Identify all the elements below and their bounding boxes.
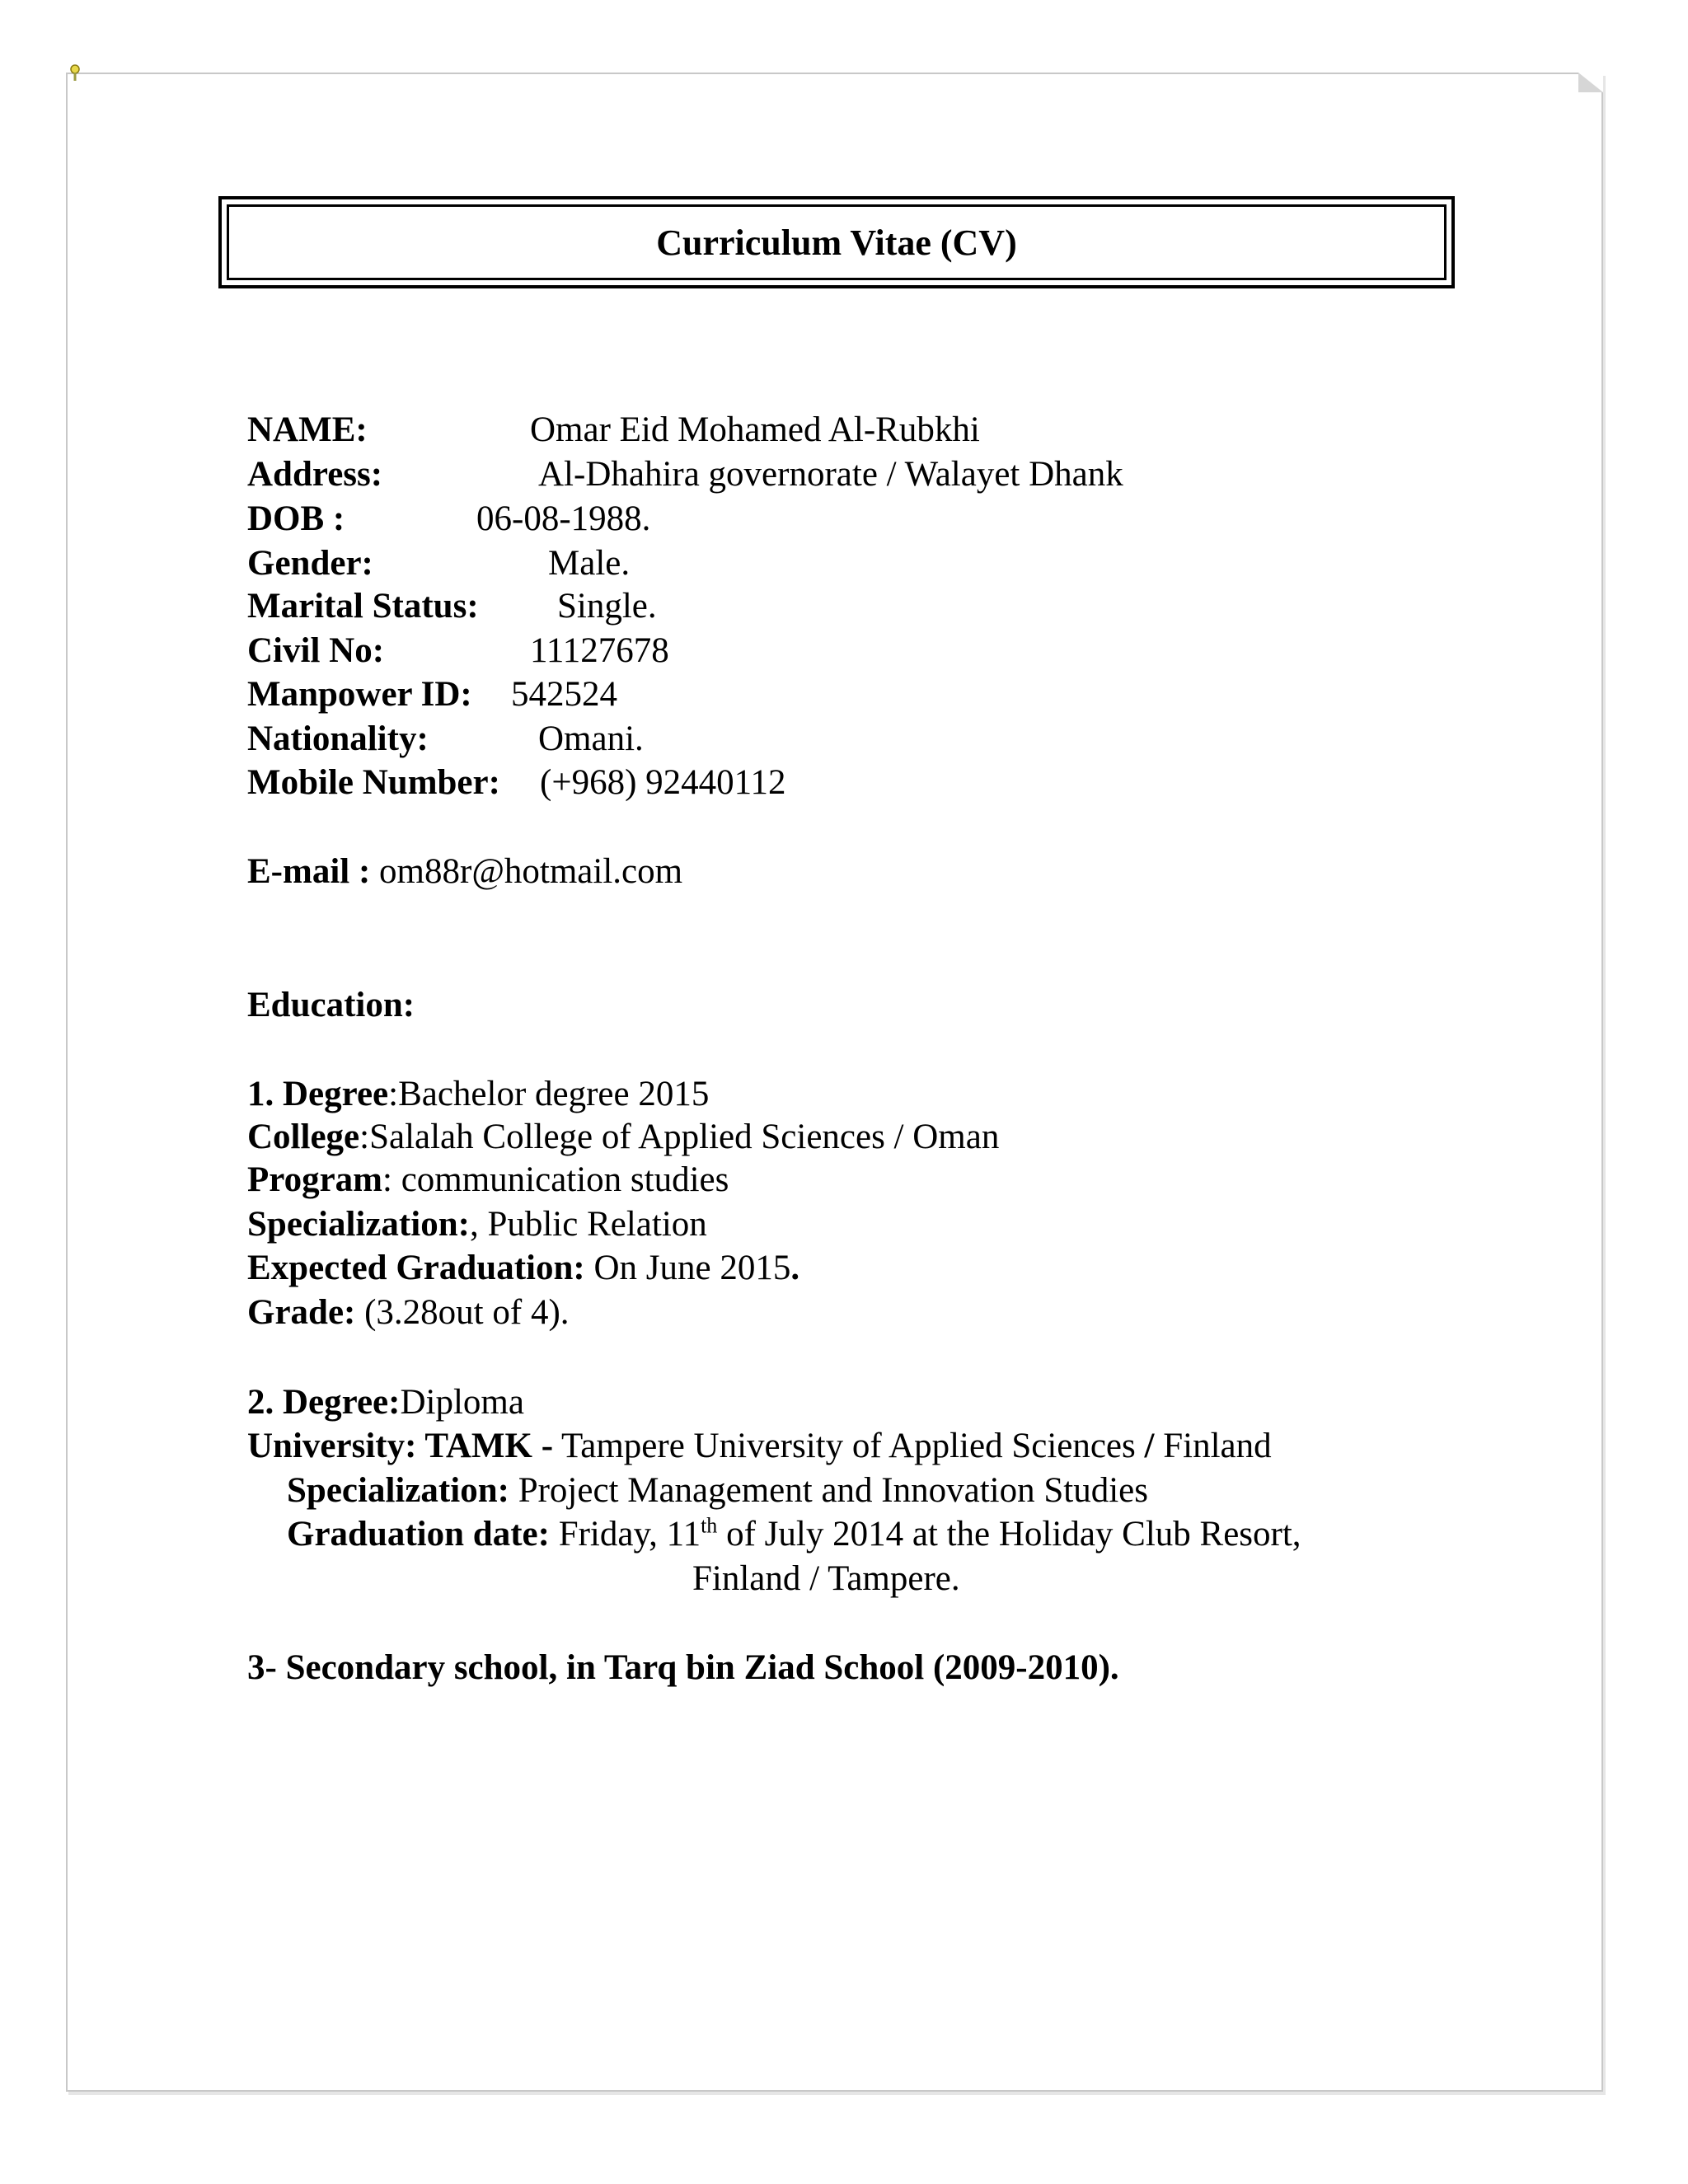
university-value: Tampere University of Applied Sciences [561,1427,1136,1465]
address-row [247,455,1123,494]
degree1-value: Bachelor degree 2015 [398,1075,710,1113]
expected-graduation-value: On June 2015 [593,1249,791,1287]
email-label: E-mail : [247,852,371,891]
dob-value: 06-08-1988. [476,499,651,538]
dob-row [247,499,651,538]
graduation-date-line2 [692,1561,960,1596]
pin-icon [69,64,81,82]
specialization1-label: Specialization: [247,1205,470,1244]
specialization1-value: , Public Relation [469,1205,707,1244]
degree2-label: 2. Degree: [247,1383,401,1422]
university-label: University: TAMK - [247,1427,554,1465]
name-value: Omar Eid Mohamed Al-Rubkhi [530,410,980,449]
dob-label: DOB : [247,499,345,538]
education-heading [247,987,415,1023]
program-value: communication studies [401,1160,729,1199]
graduation-date-ordinal: th [701,1513,718,1538]
college-row: College:Salalah College of Applied Sciences / Oman [247,1118,1000,1156]
nationality-label: Nationality: [247,719,429,758]
grade-row [247,1295,570,1330]
specialization2-label: Specialization: [287,1471,509,1510]
mobile-label: Mobile Number: [247,763,500,802]
university-row [247,1428,1272,1464]
program-label: Program [247,1160,382,1199]
nationality-row [247,719,644,758]
expected-graduation-row [247,1250,799,1286]
manpower-label: Manpower ID: [247,675,472,714]
expected-graduation-period: . [790,1249,800,1287]
page-title: Curriculum Vitae (CV) [227,204,1447,280]
name-label: NAME: [247,410,368,449]
graduation-date-place: Finland / Tampere. [692,1559,960,1598]
education-heading-text: Education: [247,986,415,1024]
nationality-value: Omani. [538,719,644,758]
college-label: College [247,1118,360,1156]
graduation-date-value-pre: Friday, 11 [558,1515,701,1554]
marital-row [247,587,657,626]
page-corner-fold [1578,73,1603,92]
degree3-row [247,1650,1119,1685]
specialization2-value: Project Management and Innovation Studies [518,1471,1148,1510]
university-slash: / [1144,1427,1155,1465]
specialization2-row [287,1473,1148,1508]
gender-value: Male. [548,544,631,583]
graduation-date-value-post: of July 2014 at the Holiday Club Resort, [726,1515,1301,1554]
degree2-value: Diploma [400,1383,524,1422]
gender-label: Gender: [247,544,373,583]
civil-row [247,631,669,670]
program-row: Program: communication studies [247,1160,729,1199]
manpower-row [247,675,617,714]
mobile-value: (+968) 92440112 [540,763,786,802]
civil-value: 11127678 [530,631,669,670]
graduation-date-row [287,1513,1301,1554]
marital-label: Marital Status: [247,587,479,626]
college-value: Salalah College of Applied Sciences / Oman [369,1118,1000,1156]
degree1-label: 1. Degree [247,1075,389,1113]
expected-graduation-label: Expected Graduation: [247,1249,585,1287]
grade-value: (3.28out of 4). [364,1293,570,1332]
degree2-row [247,1385,524,1420]
grade-label: Grade: [247,1293,356,1332]
address-value: Al-Dhahira governorate / Walayet Dhank [538,455,1123,494]
civil-label: Civil No: [247,631,385,670]
specialization1-row [247,1207,707,1242]
marital-value: Single. [557,587,657,626]
name-row [247,410,980,449]
gender-row [247,544,631,583]
university-country: Finland [1163,1427,1272,1465]
email-value: om88r@hotmail.com [379,852,683,891]
graduation-date-label: Graduation date: [287,1515,550,1554]
manpower-value: 542524 [511,675,617,714]
degree1-row: 1. Degree:Bachelor degree 2015 [247,1075,710,1113]
email-row [247,854,682,889]
mobile-row [247,763,786,802]
address-label: Address: [247,455,383,494]
degree3-text: 3- Secondary school, in Tarq bin Ziad School (2009-2010). [247,1648,1119,1687]
title-box [218,196,1455,288]
